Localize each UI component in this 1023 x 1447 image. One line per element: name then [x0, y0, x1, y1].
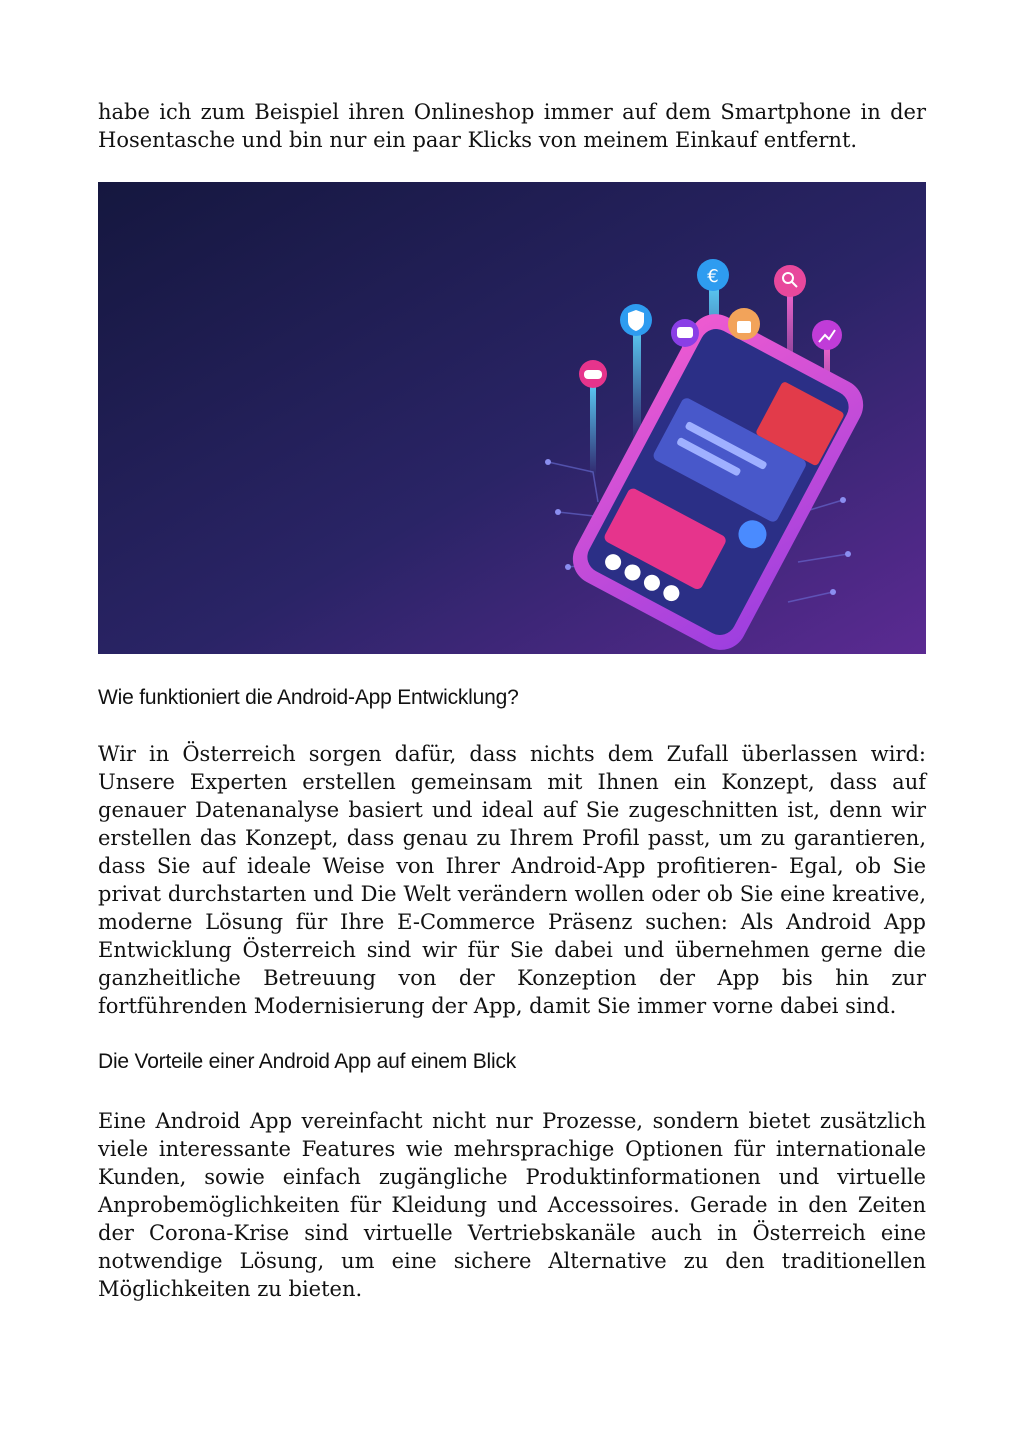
euro-icon	[697, 259, 729, 291]
svg-text:€: €	[707, 266, 719, 287]
gamepad-icon	[579, 360, 607, 388]
hero-illustration	[98, 182, 926, 654]
chat-icon	[671, 319, 699, 347]
search-icon	[774, 265, 806, 297]
shopping-bag-icon	[728, 308, 760, 340]
section1-heading: Wie funktioniert die Android-App Entwicklung?	[98, 686, 519, 709]
trending-up-icon	[812, 320, 842, 350]
shield-icon	[620, 304, 652, 336]
section1-paragraph: Wir in Österreich sorgen dafür, dass nichts dem Zufall überlassen wird: Unsere Experten erstellen gemeinsam mit Ihnen ein Konzept, dass auf genauer Datenanalyse basiert und ideal auf Sie zugeschnitten ist, denn wir erstellen das Konzept, dass genau zu Ihrem Profil passt, um zu garantieren, dass Sie auf ideale Weise von Ihrer Android-App profitieren- Egal, ob Sie privat durchstarten und Die Welt verändern wollen oder ob Sie eine kreative, moderne Lösung für Ihre E-Commerce Präsenz suchen: Als Android App Entwicklung Österreich sind wir für Sie dabei und übernehmen gerne die ganzheitliche Betreuung von der Konzeption der App bis hin zur fortführenden Modernisierung der App, damit Sie immer vorne dabei sind.	[98, 742, 926, 1018]
intro-paragraph: habe ich zum Beispiel ihren Onlineshop immer auf dem Smartphone in der Hosentasche und bin nur ein paar Klicks von meinem Einkauf entfernt.	[98, 100, 926, 152]
section2-heading: Die Vorteile einer Android App auf einem Blick	[98, 1050, 517, 1073]
section2-paragraph: Eine Android App vereinfacht nicht nur Prozesse, sondern bietet zusätzlich viele interessante Features wie mehrsprachige Optionen für internationale Kunden, sowie einfach zugängliche Produktinformationen und virtuelle Anprobemöglichkeiten für Kleidung und Accessoires. Gerade in den Zeiten der Corona-Krise sind virtuelle Vertriebskanäle auch in Österreich eine notwendige Lösung, um eine sichere Alternative zu den traditionellen Möglichkeiten zu bieten.	[98, 1109, 926, 1301]
